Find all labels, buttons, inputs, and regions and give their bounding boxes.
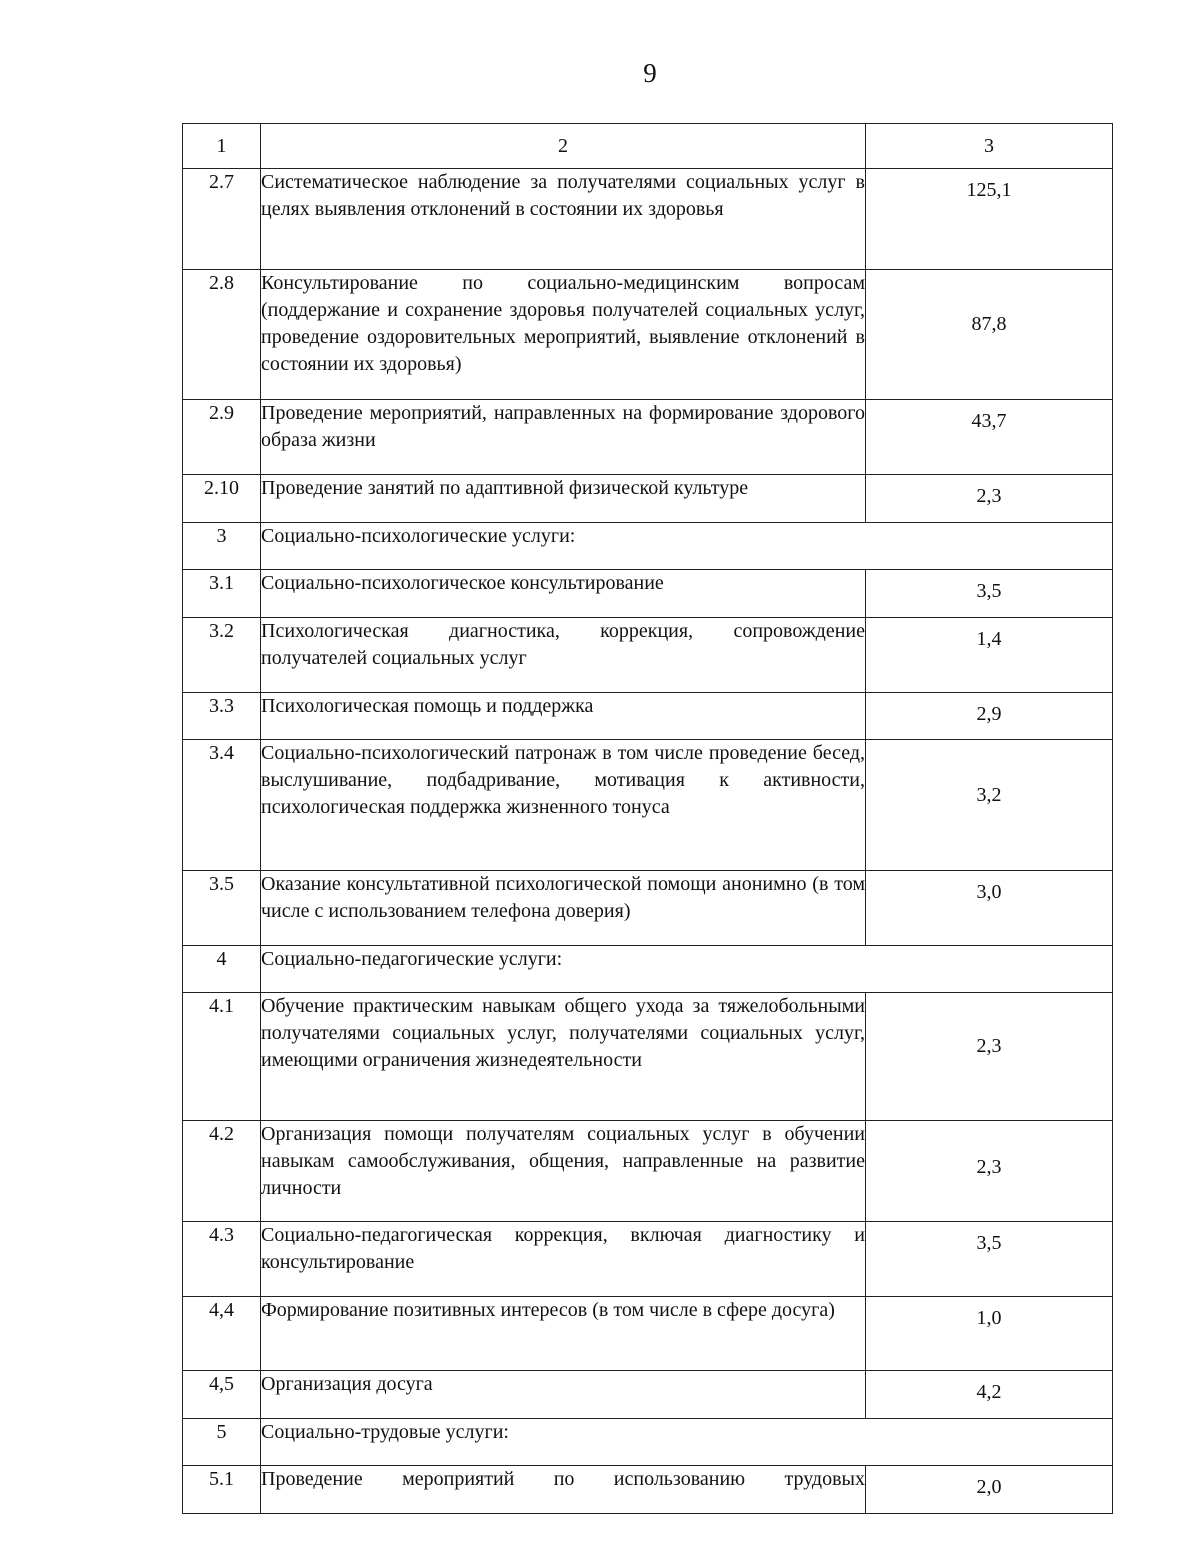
- section-title: Социально-трудовые услуги:: [261, 1419, 1113, 1466]
- row-number: 3.3: [183, 693, 261, 740]
- row-description: Организация досуга: [261, 1371, 866, 1419]
- row-number: 3.5: [183, 871, 261, 946]
- table-row: [183, 871, 1113, 946]
- row-number: 4.1: [183, 993, 261, 1121]
- row-value: [866, 1466, 1113, 1514]
- row-description: Формирование позитивных интересов (в том числе в сфере досуга): [261, 1297, 866, 1371]
- row-value: [866, 871, 1113, 946]
- row-description: Консультирование по социально-медицинским вопросам (поддержание и сохранение здоровья получателей социальных услуг, проведение оздоровительных мероприятий, выявление отклонений в состоянии их здоровья): [261, 270, 866, 400]
- row-value-text: 3,5: [976, 580, 1002, 602]
- table-row: [183, 270, 1113, 400]
- header-col-2: 2: [261, 124, 866, 169]
- table-row: [183, 1222, 1113, 1297]
- row-number: 2.7: [183, 169, 261, 270]
- row-number: 5.1: [183, 1466, 261, 1514]
- section-row: [183, 946, 1113, 993]
- row-description: Проведение мероприятий, направленных на формирование здорового образа жизни: [261, 400, 866, 475]
- row-number: 3.4: [183, 740, 261, 871]
- row-description: Проведение мероприятий по использованию трудовых: [261, 1466, 866, 1514]
- row-value-text: 2,3: [976, 1155, 1002, 1178]
- row-description: Социально-педагогическая коррекция, включая диагностику и консультирование: [261, 1222, 866, 1297]
- row-value-text: 43,7: [971, 410, 1007, 432]
- table-row: [183, 993, 1113, 1121]
- section-number: 4: [183, 946, 261, 993]
- row-number: 4,5: [183, 1371, 261, 1419]
- row-value-text: 4,2: [976, 1381, 1002, 1403]
- table-row: [183, 570, 1113, 618]
- row-value: [866, 1297, 1113, 1371]
- row-value: [866, 1222, 1113, 1297]
- row-value-text: 3,2: [976, 783, 1002, 806]
- row-number: 3.2: [183, 618, 261, 693]
- table-row: [183, 169, 1113, 270]
- header-col-1: 1: [183, 124, 261, 169]
- section-row: [183, 523, 1113, 570]
- row-number: 2.9: [183, 400, 261, 475]
- table-row: [183, 693, 1113, 740]
- row-value: [866, 1371, 1113, 1419]
- row-value: [866, 993, 1113, 1121]
- row-value-text: 125,1: [966, 179, 1012, 201]
- row-value-text: 2,3: [976, 1035, 1002, 1057]
- row-value-text: 3,5: [976, 1232, 1002, 1254]
- table-row: [183, 475, 1113, 523]
- row-value: [866, 1121, 1113, 1222]
- section-row: [183, 1419, 1113, 1466]
- row-description: Обучение практическим навыкам общего ухода за тяжелобольными получателями социальных услуг, получателями социальных услуг, имеющими ограничения жизнедеятельности: [261, 993, 866, 1121]
- row-value: [866, 740, 1113, 871]
- row-value-text: 87,8: [971, 313, 1007, 335]
- row-value: [866, 618, 1113, 693]
- row-number: 4.2: [183, 1121, 261, 1222]
- row-value: [866, 270, 1113, 400]
- row-value: [866, 400, 1113, 475]
- table-row: [183, 1466, 1113, 1514]
- row-value-text: 1,4: [976, 628, 1002, 650]
- row-description: Систематическое наблюдение за получателями социальных услуг в целях выявления отклонений в состоянии их здоровья: [261, 169, 866, 270]
- row-value: [866, 475, 1113, 523]
- row-number: 3.1: [183, 570, 261, 618]
- section-number: 5: [183, 1419, 261, 1466]
- row-value: [866, 570, 1113, 618]
- row-description: Социально-психологический патронаж в том числе проведение бесед, выслушивание, подбадривание, мотивация к активности, психологическая поддержка жизненного тонуса: [261, 740, 866, 871]
- row-description: Организация помощи получателям социальных услуг в обучении навыкам самообслуживания, общения, направленные на развитие личности: [261, 1121, 866, 1222]
- table-row: [183, 1121, 1113, 1222]
- row-value-text: 1,0: [976, 1307, 1002, 1329]
- table-row: [183, 400, 1113, 475]
- row-description: Психологическая диагностика, коррекция, сопровождение получателей социальных услуг: [261, 618, 866, 693]
- page-number: 9: [643, 58, 657, 88]
- section-number: 3: [183, 523, 261, 570]
- row-number: 4.3: [183, 1222, 261, 1297]
- row-value: [866, 169, 1113, 270]
- row-value-text: 3,0: [976, 881, 1002, 903]
- row-value-text: 2,9: [976, 703, 1002, 725]
- table-row: [183, 1371, 1113, 1419]
- row-number: 2.8: [183, 270, 261, 400]
- row-number: 2.10: [183, 475, 261, 523]
- row-value-text: 2,3: [976, 485, 1002, 507]
- row-value: [866, 693, 1113, 740]
- row-value-text: 2,0: [976, 1476, 1002, 1498]
- table-row: [183, 618, 1113, 693]
- row-description: Психологическая помощь и поддержка: [261, 693, 866, 740]
- row-description: Проведение занятий по адаптивной физической культуре: [261, 475, 866, 523]
- row-description: Социально-психологическое консультирование: [261, 570, 866, 618]
- table-header-row: [183, 124, 1113, 169]
- table-row: [183, 740, 1113, 871]
- section-title: Социально-педагогические услуги:: [261, 946, 1113, 993]
- row-description: Оказание консультативной психологической помощи анонимно (в том числе с использованием телефона доверия): [261, 871, 866, 946]
- row-number: 4,4: [183, 1297, 261, 1371]
- section-title: Социально-психологические услуги:: [261, 523, 1113, 570]
- header-col-3: 3: [866, 124, 1113, 169]
- services-table: [182, 123, 1113, 1514]
- table-row: [183, 1297, 1113, 1371]
